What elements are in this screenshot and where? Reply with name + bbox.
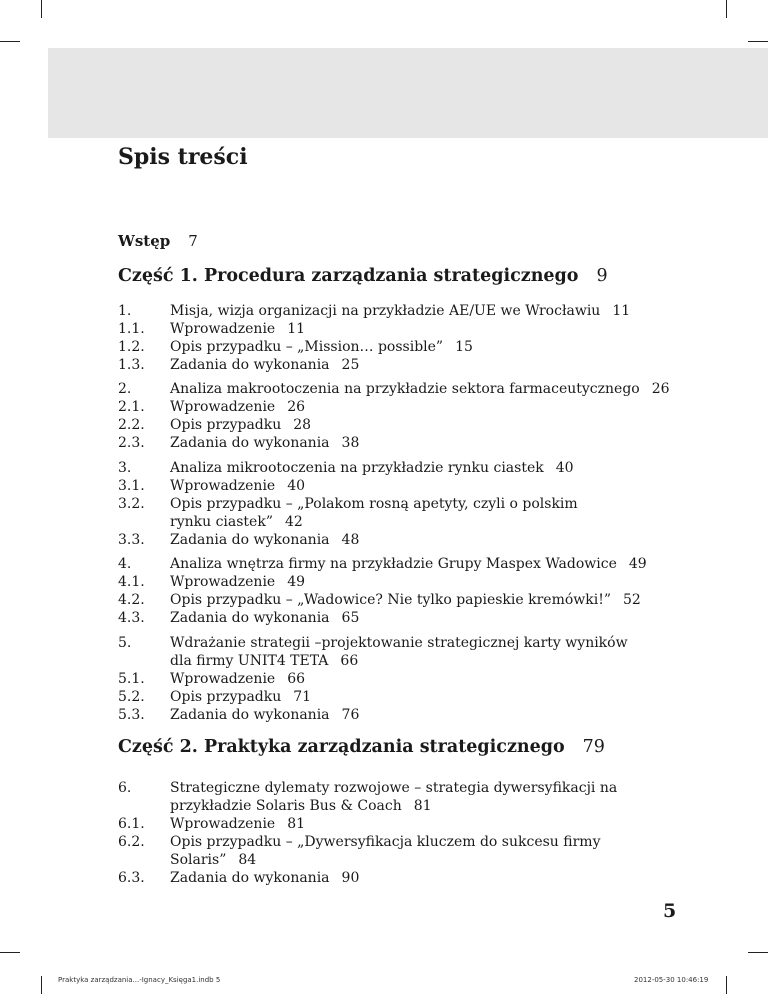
toc-entry xyxy=(118,338,678,356)
entry-number: 1. xyxy=(118,303,132,319)
entry-number: 4.3. xyxy=(118,610,145,626)
entry-page: 81 xyxy=(287,816,306,832)
entry-number: 3. xyxy=(118,460,132,476)
toc-entry xyxy=(118,869,638,887)
entry-title: Analiza mikrootoczenia na przykładzie rynku ciastek xyxy=(170,460,544,476)
crop-mark xyxy=(0,952,20,953)
entry-page: 26 xyxy=(651,381,670,397)
entry-title: Wdrażanie strategii –projektowanie strategicznej karty wyników dla firmy UNIT4 TETA xyxy=(170,635,628,669)
entry-title: Wprowadzenie xyxy=(170,321,276,337)
toc-section xyxy=(118,779,638,887)
header-band xyxy=(48,48,768,138)
entry-title: Zadania do wykonania xyxy=(170,870,330,886)
toc-entry xyxy=(118,573,678,591)
entry-page: 84 xyxy=(238,852,257,868)
entry-title: Analiza makrootoczenia na przykładzie sektora farmaceutycznego xyxy=(170,381,640,397)
entry-number: 5. xyxy=(118,635,132,651)
entry-title: Wprowadzenie xyxy=(170,399,276,415)
entry-number: 2.1. xyxy=(118,399,145,415)
entry-number: 4.2. xyxy=(118,592,145,608)
crop-mark xyxy=(726,976,727,994)
entry-number: 6.1. xyxy=(118,816,145,832)
toc-entry xyxy=(118,815,638,833)
toc-entry xyxy=(118,591,678,609)
toc-entry xyxy=(118,706,638,724)
toc-entry xyxy=(118,416,678,434)
entry-title: Wprowadzenie xyxy=(170,816,276,832)
entry-page: 66 xyxy=(287,671,306,687)
crop-mark xyxy=(41,0,42,18)
entry-title: Zadania do wykonania xyxy=(170,707,330,723)
entry-number: 3.1. xyxy=(118,478,145,494)
entry-page: 49 xyxy=(628,556,647,572)
page-number: 5 xyxy=(663,900,677,922)
crop-mark xyxy=(41,976,42,994)
entry-page: 11 xyxy=(612,303,631,319)
toc-entry xyxy=(118,779,638,815)
entry-title: Strategiczne dylematy rozwojowe – strategia dywersyfikacji na przykładzie Solaris Bus & Coach xyxy=(170,780,618,814)
part-page: 79 xyxy=(582,737,605,757)
toc-section xyxy=(118,634,638,724)
entry-page: 48 xyxy=(341,532,360,548)
toc-entry xyxy=(118,634,638,670)
entry-title: Opis przypadku – „Mission… possible” xyxy=(170,339,444,355)
entry-number: 1.3. xyxy=(118,357,145,373)
entry-page: 40 xyxy=(555,460,574,476)
entry-page: 52 xyxy=(623,592,641,608)
crop-mark xyxy=(726,0,727,18)
intro-label: Wstęp xyxy=(118,232,171,250)
toc-entry xyxy=(118,302,678,320)
entry-number: 4.1. xyxy=(118,574,145,590)
entry-title: Zadania do wykonania xyxy=(170,357,330,373)
toc-entry xyxy=(118,495,588,531)
toc-entry xyxy=(118,434,678,452)
entry-title: Zadania do wykonania xyxy=(170,435,330,451)
entry-number: 1.1. xyxy=(118,321,145,337)
entry-page: 65 xyxy=(341,610,360,626)
entry-page: 40 xyxy=(287,478,306,494)
toc-entry xyxy=(118,398,678,416)
toc-entry xyxy=(118,670,638,688)
page-title: Spis treści xyxy=(118,144,248,170)
entry-number: 5.1. xyxy=(118,671,145,687)
part-label: Część 1. Procedura zarządzania strategicznego xyxy=(118,266,579,286)
entry-number: 1.2. xyxy=(118,339,145,355)
part-page: 9 xyxy=(596,266,608,286)
entry-page: 90 xyxy=(341,870,360,886)
toc-entry xyxy=(118,356,678,374)
entry-title: Analiza wnętrza firmy na przykładzie Grupy Maspex Wadowice xyxy=(170,556,617,572)
entry-title: Misja, wizja organizacji na przykładzie AE/UE we Wrocławiu xyxy=(170,303,601,319)
crop-mark xyxy=(748,952,768,953)
crop-mark xyxy=(0,41,20,42)
entry-number: 6.2. xyxy=(118,834,145,850)
part-heading xyxy=(118,266,608,286)
entry-title: Opis przypadku xyxy=(170,417,282,433)
entry-page: 25 xyxy=(341,357,360,373)
part-label: Część 2. Praktyka zarządzania strategicznego xyxy=(118,737,565,757)
toc-entry xyxy=(118,555,678,573)
entry-page: 42 xyxy=(284,514,303,530)
entry-title: Wprowadzenie xyxy=(170,574,276,590)
entry-title: Opis przypadku xyxy=(170,689,282,705)
toc-section xyxy=(118,302,678,374)
entry-number: 2. xyxy=(118,381,132,397)
crop-mark xyxy=(748,41,768,42)
print-slug-file: Praktyka zarządzania...-Ignacy_Księga1.indb 5 xyxy=(58,976,221,984)
toc-entry xyxy=(118,459,588,477)
toc-section xyxy=(118,380,678,452)
entry-number: 6. xyxy=(118,780,132,796)
toc-intro xyxy=(118,232,198,250)
entry-title: Wprowadzenie xyxy=(170,671,276,687)
toc-entry xyxy=(118,477,588,495)
entry-number: 5.3. xyxy=(118,707,145,723)
entry-number: 2.3. xyxy=(118,435,145,451)
toc-section xyxy=(118,459,588,549)
toc-entry xyxy=(118,320,678,338)
entry-page: 66 xyxy=(340,653,359,669)
entry-page: 11 xyxy=(287,321,306,337)
intro-page: 7 xyxy=(188,232,198,250)
toc-entry xyxy=(118,609,678,627)
entry-page: 15 xyxy=(455,339,473,355)
entry-number: 4. xyxy=(118,556,132,572)
entry-number: 2.2. xyxy=(118,417,145,433)
entry-title: Wprowadzenie xyxy=(170,478,276,494)
entry-page: 76 xyxy=(341,707,360,723)
entry-title: Zadania do wykonania xyxy=(170,610,330,626)
entry-title: Zadania do wykonania xyxy=(170,532,330,548)
entry-page: 49 xyxy=(287,574,306,590)
entry-title: Opis przypadku – „Polakom rosną apetyty, czyli o polskim rynku ciastek” xyxy=(170,496,578,530)
print-slug-timestamp: 2012-05-30 10:46:19 xyxy=(634,976,709,984)
entry-number: 3.3. xyxy=(118,532,145,548)
toc-section xyxy=(118,555,678,627)
toc-entry xyxy=(118,833,638,869)
entry-title: Opis przypadku – „Dywersyfikacja kluczem do sukcesu firmy Solaris” xyxy=(170,834,601,868)
toc-entry xyxy=(118,688,638,706)
entry-page: 71 xyxy=(293,689,312,705)
entry-page: 81 xyxy=(413,798,432,814)
entry-page: 38 xyxy=(341,435,360,451)
entry-page: 26 xyxy=(287,399,306,415)
entry-title: Opis przypadku – „Wadowice? Nie tylko papieskie kremówki!” xyxy=(170,592,612,608)
entry-number: 5.2. xyxy=(118,689,145,705)
toc-entry xyxy=(118,531,588,549)
toc-entry xyxy=(118,380,678,398)
entry-page: 28 xyxy=(293,417,312,433)
part-heading xyxy=(118,737,605,757)
entry-number: 3.2. xyxy=(118,496,145,512)
entry-number: 6.3. xyxy=(118,870,145,886)
